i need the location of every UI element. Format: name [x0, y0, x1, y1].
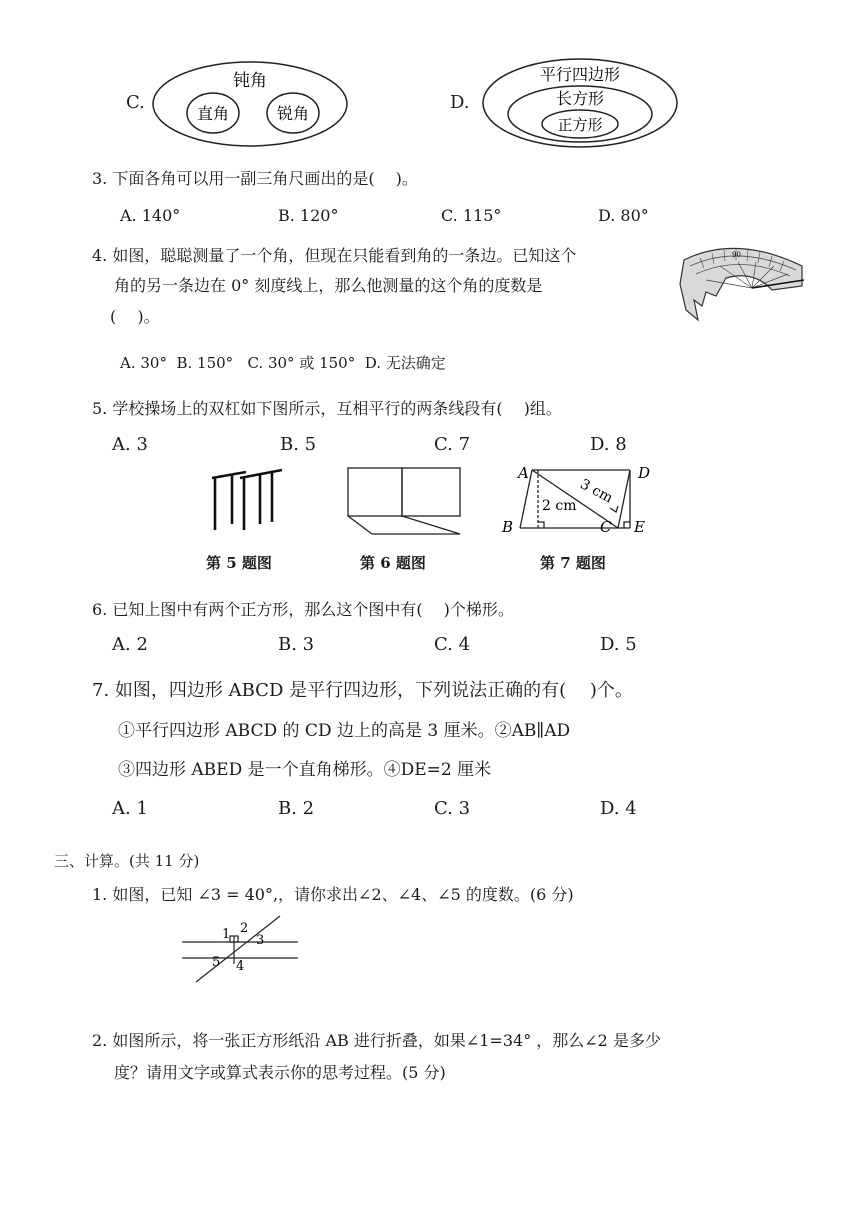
- q7-option-a[interactable]: A. 1: [112, 798, 148, 819]
- q7-option-d[interactable]: D. 4: [600, 798, 637, 819]
- angle-label-1: 1: [222, 927, 231, 942]
- section-3-q1: 1. 如图，已知 ∠3 = 40°,，请你求出∠2、∠4、∠5 的度数。(6 分): [92, 885, 574, 904]
- q7-statements-1-2: ①平行四边形 ABCD 的 CD 边上的高是 3 厘米。②AB∥AD: [118, 721, 571, 741]
- angle-label-4: 4: [236, 959, 245, 974]
- venn-c-outer-text: 钝角: [233, 71, 267, 91]
- venn-diagram-d: [480, 56, 680, 150]
- q5-option-b[interactable]: B. 5: [280, 434, 317, 455]
- fig7-label-d: D: [638, 464, 651, 482]
- venn-d-middle-text: 长方形: [555, 89, 605, 108]
- q3-option-b[interactable]: B. 120°: [278, 206, 339, 225]
- q5-option-a[interactable]: A. 3: [112, 434, 148, 455]
- fig7-label-c: C: [600, 518, 612, 536]
- fig7-label-b: B: [502, 518, 514, 536]
- protractor-90-mark: 90: [732, 251, 741, 259]
- option-c-label: C.: [126, 92, 145, 113]
- section-3-q2-line-2: 度？请用文字或算式表示你的思考过程。(5 分): [114, 1063, 446, 1082]
- venn-c-left-text: 直角: [196, 104, 230, 123]
- fig7-height-length: 2 cm: [542, 498, 577, 514]
- q6-option-d[interactable]: D. 5: [600, 634, 637, 655]
- figure-5-caption: 第 5 题图: [206, 554, 272, 572]
- q7-option-b[interactable]: B. 2: [278, 798, 315, 819]
- angle-label-5: 5: [212, 955, 221, 970]
- option-d-label: D.: [450, 92, 470, 113]
- venn-diagram-c: [150, 58, 350, 150]
- venn-d-inner-text: 正方形: [557, 116, 603, 134]
- protractor-figure: [676, 240, 808, 326]
- figure-6-squares: [342, 466, 466, 538]
- q4-line-1: 4. 如图，聪聪测量了一个角，但现在只能看到角的一条边。已知这个: [92, 246, 577, 265]
- q6-option-b[interactable]: B. 3: [278, 634, 315, 655]
- section-3-title: 三、计算。(共 11 分): [54, 852, 200, 870]
- angle-label-3: 3: [256, 933, 265, 948]
- section-3-q2-line-1: 2. 如图所示，将一张正方形纸沿 AB 进行折叠，如果∠1=34° ，那么∠2 是多少: [92, 1031, 661, 1050]
- q4-line-3: ( )。: [110, 307, 160, 326]
- q6-stem: 6. 已知上图中有两个正方形，那么这个图中有( )个梯形。: [92, 600, 514, 619]
- q6-option-a[interactable]: A. 2: [112, 634, 148, 655]
- figure-7-caption: 第 7 题图: [540, 554, 606, 572]
- q3-option-c[interactable]: C. 115°: [441, 206, 502, 225]
- q5-stem: 5. 学校操场上的双杠如下图所示，互相平行的两条线段有( )组。: [92, 399, 562, 418]
- q6-option-c[interactable]: C. 4: [434, 634, 471, 655]
- q3-option-d[interactable]: D. 80°: [598, 206, 649, 225]
- figure-6-caption: 第 6 题图: [360, 554, 426, 572]
- venn-c-right-text: 锐角: [276, 104, 310, 123]
- q3-option-a[interactable]: A. 140°: [120, 206, 181, 225]
- fig7-diagonal-length: 3 cm: [577, 476, 616, 507]
- q7-option-c[interactable]: C. 3: [434, 798, 471, 819]
- q7-statements-3-4: ③四边形 ABED 是一个直角梯形。④DE=2 厘米: [118, 760, 492, 780]
- fig7-label-a: A: [518, 464, 529, 482]
- angle-figure: [180, 912, 300, 984]
- angle-label-2: 2: [240, 921, 249, 936]
- q5-option-c[interactable]: C. 7: [434, 434, 471, 455]
- q5-option-d[interactable]: D. 8: [590, 434, 627, 455]
- q3-stem: 3. 下面各角可以用一副三角尺画出的是( )。: [92, 169, 418, 188]
- q4-line-2: 角的另一条边在 0° 刻度线上，那么他测量的这个角的度数是: [114, 276, 543, 295]
- venn-d-outer-text: 平行四边形: [539, 65, 621, 84]
- q4-options[interactable]: A. 30° B. 150° C. 30° 或 150° D. 无法确定: [120, 354, 446, 372]
- figure-7-parallelogram: [498, 460, 668, 538]
- q7-stem: 7. 如图，四边形 ABCD 是平行四边形，下列说法正确的有( )个。: [92, 680, 633, 701]
- fig7-label-e: E: [634, 518, 645, 536]
- figure-5-parallel-bars: [206, 466, 286, 534]
